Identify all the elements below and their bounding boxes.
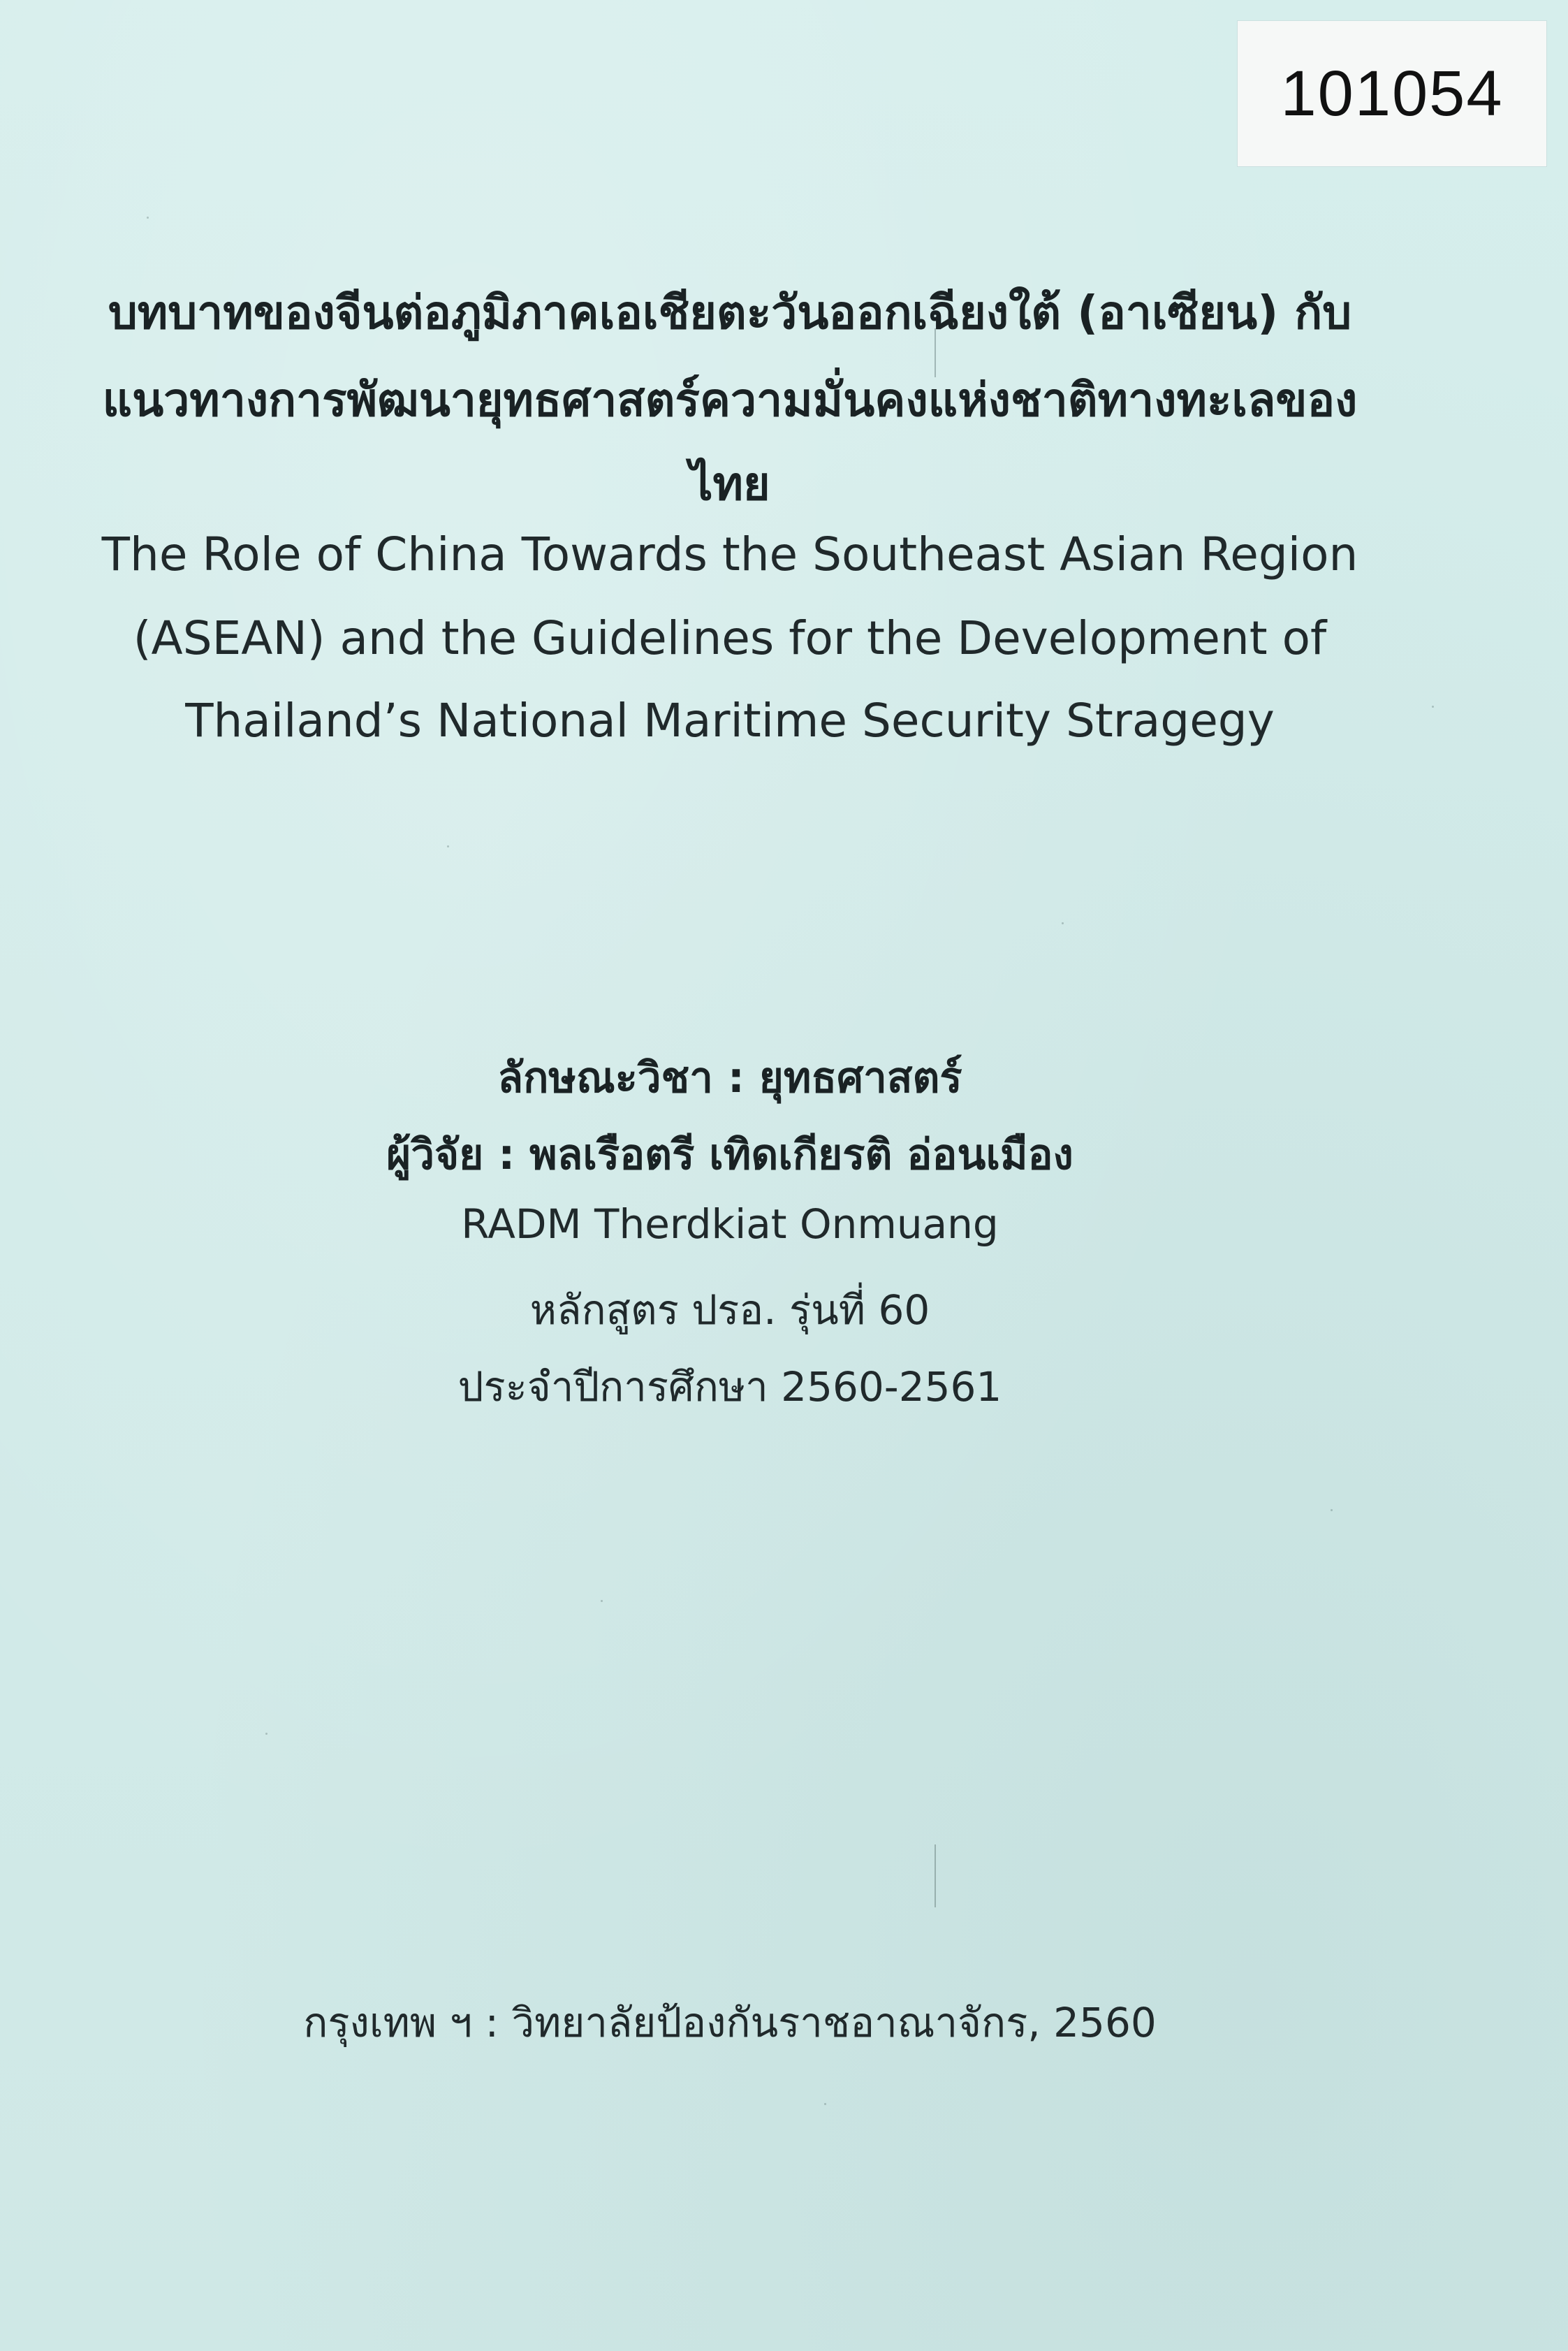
english-title-line-3: Thailand’s National Maritime Security Stragegy (185, 694, 1275, 748)
thai-title-line-3: ไทย (689, 457, 770, 511)
publisher-imprint: กรุงเทพ ฯ : วิทยาลัยป้องกันราชอาณาจักร, 2560 (303, 1999, 1157, 2046)
paper-speck (265, 1733, 268, 1735)
catalog-number-label (1238, 21, 1546, 166)
paper-speck (824, 2103, 826, 2105)
thai-title-line-2: แนวทางการพัฒนายุทธศาสตร์ความมั่นคงแห่งชาติทางทะเลของ (102, 373, 1358, 427)
paper-speck (447, 845, 449, 847)
academic-year-line: ประจำปีการศึกษา 2560-2561 (457, 1363, 1002, 1411)
paper-speck (1432, 706, 1434, 708)
paper-speck (1331, 1509, 1333, 1511)
thai-title-line-1: บทบาทของจีนต่อภูมิภาคเอเชียตะวันออกเฉียงใต้ (อาเซียน) กับ (108, 286, 1352, 340)
course-line: หลักสูตร ปรอ. รุ่นที่ 60 (529, 1286, 930, 1334)
english-title-line-1: The Role of China Towards the Southeast Asian Region (101, 527, 1358, 581)
english-title-line-2: (ASEAN) and the Guidelines for the Development of (133, 611, 1327, 665)
paper-speck (1062, 922, 1064, 924)
paper-speck (601, 1600, 603, 1602)
researcher-english: RADM Therdkiat Onmuang (461, 1200, 999, 1248)
catalog-number: 101054 (1280, 57, 1504, 129)
subject-line: ลักษณะวิชา : ยุทธศาสตร์ (497, 1054, 962, 1102)
fold-mark (935, 1844, 936, 1907)
paper-speck (147, 217, 149, 219)
researcher-thai: ผู้วิจัย : พลเรือตรี เทิดเกียรติ อ่อนเมือง (386, 1130, 1074, 1179)
